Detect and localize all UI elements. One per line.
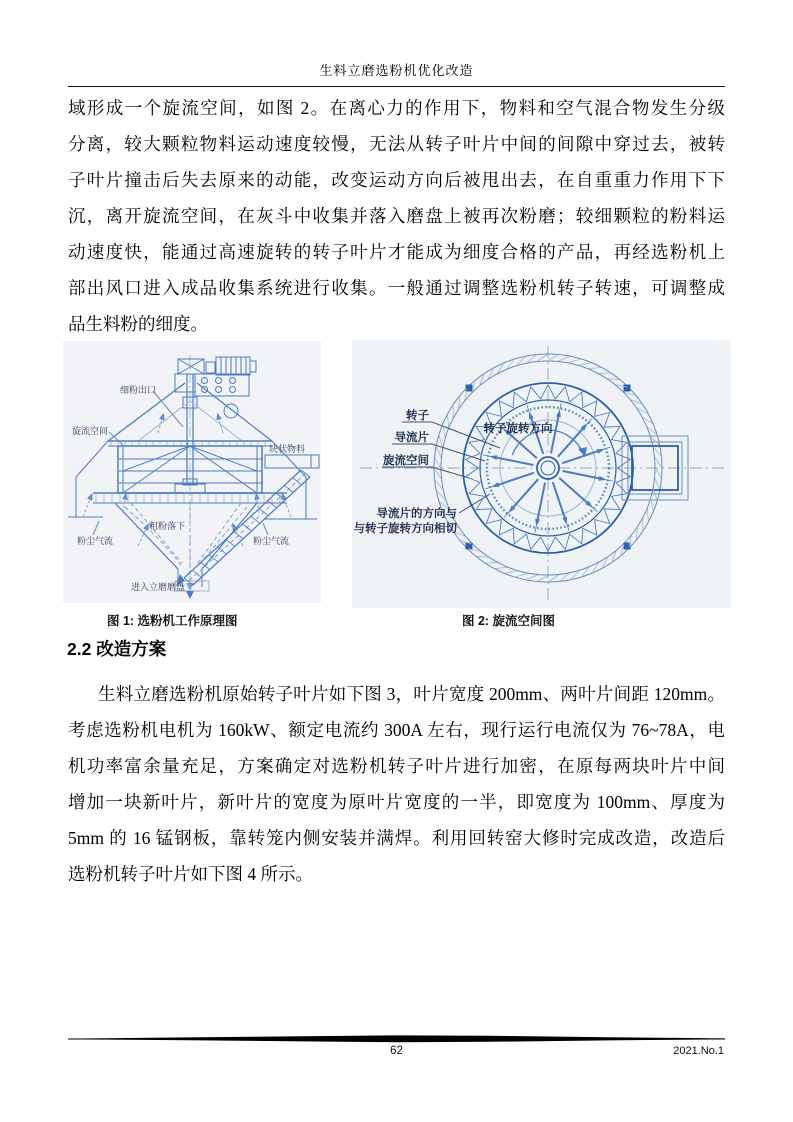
figure1-label-dust-airflow-right: 粉尘气流	[253, 536, 290, 546]
figure1-classifier-principle	[63, 341, 321, 603]
paragraph-1-line-5: 动速度快，能通过高速旋转的转子叶片才能成为细度合格的产品，再经选粉机上	[68, 242, 725, 262]
figure1-label-dust-airflow-left: 粉尘气流	[77, 536, 114, 546]
paragraph-1	[68, 90, 725, 342]
paragraph-2-line-6: 选粉机转子叶片如下图 4 所示。	[68, 864, 313, 884]
figure1-label-lump-material: 块状物料	[269, 444, 306, 454]
figure2-label-rotation-direction: 转子旋转方向	[483, 423, 553, 435]
figure2-label-rotor: 转子	[406, 410, 429, 422]
figure1-drawing	[68, 355, 319, 599]
footer-rule	[68, 1034, 725, 1044]
paragraph-1-line-7: 品生料粉的细度。	[68, 314, 208, 334]
running-head-title: 生料立磨选粉机优化改造	[319, 63, 474, 78]
figure2-label-tangent-note-line1: 导流片的方向与	[376, 508, 457, 520]
footer-rule-taper	[68, 1035, 725, 1042]
footer-issue: 2021.No.1	[673, 1045, 724, 1057]
paragraph-1-line-2: 分离，较大颗粒物料运动速度较慢，无法从转子叶片中间的间隙中穿过去，被转	[68, 134, 725, 154]
figure1-label-coarse-powder-falling: 粗粉落下	[149, 521, 186, 531]
figure2-labels	[354, 408, 553, 535]
paragraph-2-line-1: 生料立磨选粉机原始转子叶片如下图 3，叶片宽度 200mm、两叶片间距 120mm。	[98, 684, 725, 704]
figure1-labels	[72, 384, 305, 592]
figure1-label-fine-powder-outlet: 细粉出口	[120, 385, 157, 395]
paragraph-2-line-4: 增加一块新叶片，新叶片的宽度为原叶片宽度的一半，即宽度为 100mm、厚度为	[68, 792, 725, 812]
figure2-drawing	[360, 346, 724, 602]
paragraph-2	[68, 676, 725, 892]
figure2-label-tangent-note-line2: 与转子旋转方向相切	[353, 523, 457, 535]
section-heading-2-2: 2.2 改造方案	[67, 639, 167, 659]
figure1-caption: 图 1: 选粉机工作原理图	[107, 614, 238, 628]
figure1-diagram-svg	[63, 341, 321, 603]
figure2-label-guide-vane: 导流片	[394, 432, 429, 444]
figure2-swirl-space	[352, 340, 731, 608]
paragraph-2-line-3: 机功率富余量充足，方案确定对选粉机转子叶片进行加密，在原每两块叶片中间	[68, 756, 725, 776]
paragraph-1-line-6: 部出风口进入成品收集系统进行收集。一般通过调整选粉机转子转速，可调整成	[68, 278, 725, 298]
paragraph-2-line-2: 考虑选粉机电机为 160kW、额定电流约 300A 左右，现行运行电流仅为 76~78A，电	[68, 720, 725, 740]
figure1-label-swirl-space: 旋流空间	[72, 426, 109, 436]
paragraph-1-line-4: 沉，离开旋流空间，在灰斗中收集并落入磨盘上被再次粉磨；较细颗粒的粉料运	[68, 206, 725, 226]
paragraph-1-line-3: 子叶片撞击后失去原来的动能，改变运动方向后被甩出去，在自重重力作用下下	[68, 170, 725, 190]
paragraph-1-line-1: 域形成一个旋流空间，如图 2。在离心力的作用下，物料和空气混合物发生分级	[68, 98, 725, 118]
header-rule	[68, 86, 725, 87]
figure2-label-swirl-space: 旋流空间	[383, 455, 429, 467]
figure1-label-enter-mill-table: 进入立磨磨盘	[131, 582, 186, 592]
paragraph-2-line-5: 5mm 的 16 锰钢板，靠转笼内侧安装并满焊。利用回转窑大修时完成改造，改造后	[68, 828, 725, 848]
footer-page-number: 62	[390, 1045, 403, 1057]
figure2-diagram-svg	[352, 340, 731, 608]
figure2-caption: 图 2: 旋流空间图	[462, 614, 556, 628]
